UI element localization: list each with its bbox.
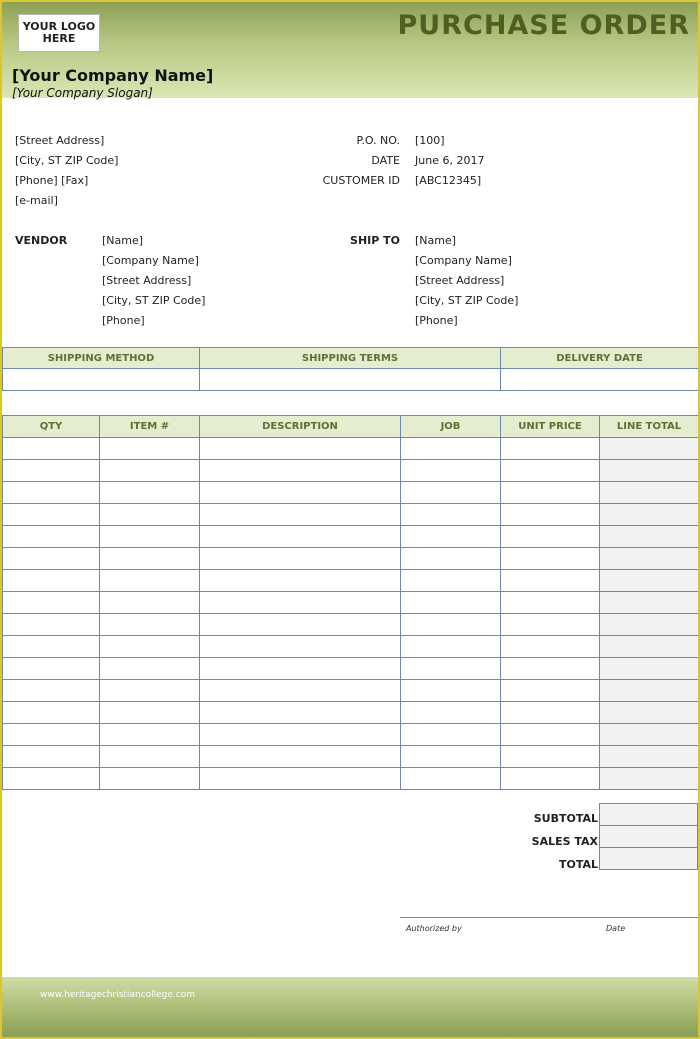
description-cell[interactable] — [200, 746, 401, 768]
description-cell[interactable] — [200, 702, 401, 724]
table-row — [3, 460, 699, 482]
description-cell[interactable] — [200, 592, 401, 614]
line-total-cell[interactable] — [600, 482, 699, 504]
total-cell[interactable] — [600, 848, 698, 870]
table-row — [3, 438, 699, 460]
table-row — [3, 680, 699, 702]
line-total-cell[interactable] — [600, 636, 699, 658]
company-city[interactable]: [City, ST ZIP Code] — [15, 154, 119, 167]
qty-cell[interactable] — [3, 768, 100, 790]
job-cell[interactable] — [401, 658, 501, 680]
item-number-cell[interactable] — [100, 592, 200, 614]
description-cell[interactable] — [200, 438, 401, 460]
qty-cell[interactable] — [3, 636, 100, 658]
logo-placeholder: YOUR LOGO HERE — [18, 14, 100, 52]
table-row — [3, 636, 699, 658]
qty-cell[interactable] — [3, 548, 100, 570]
description-cell[interactable] — [200, 482, 401, 504]
shipping-table — [2, 347, 699, 391]
job-cell[interactable] — [401, 460, 501, 482]
table-row — [3, 548, 699, 570]
item-number-cell[interactable] — [100, 438, 200, 460]
sales-tax-label: SALES TAX — [531, 835, 598, 848]
description-cell[interactable] — [200, 570, 401, 592]
item-number-cell[interactable] — [100, 614, 200, 636]
table-row — [3, 592, 699, 614]
subtotal-label: SUBTOTAL — [533, 812, 598, 825]
subtotal-cell[interactable] — [600, 804, 698, 826]
ship-to-street[interactable]: [Street Address] — [415, 274, 505, 287]
qty-cell[interactable] — [3, 592, 100, 614]
vendor-company[interactable]: [Company Name] — [102, 254, 199, 267]
line-total-cell[interactable] — [600, 438, 699, 460]
date-value[interactable]: June 6, 2017 — [415, 154, 485, 167]
item-number-cell[interactable] — [100, 482, 200, 504]
qty-cell[interactable] — [3, 614, 100, 636]
footer-band — [2, 977, 698, 1037]
item-number-cell[interactable] — [100, 460, 200, 482]
item-number-header: ITEM # — [100, 416, 200, 438]
qty-cell[interactable] — [3, 460, 100, 482]
po-number-label: P.O. NO. — [356, 134, 400, 147]
description-cell[interactable] — [200, 526, 401, 548]
unit-price-cell[interactable] — [501, 636, 600, 658]
unit-price-cell[interactable] — [501, 658, 600, 680]
unit-price-cell[interactable] — [501, 504, 600, 526]
customer-id-label: CUSTOMER ID — [322, 174, 400, 187]
total-label: TOTAL — [558, 858, 598, 871]
line-total-cell[interactable] — [600, 746, 699, 768]
table-row — [3, 482, 699, 504]
job-cell[interactable] — [401, 702, 501, 724]
description-cell[interactable] — [200, 460, 401, 482]
table-row — [3, 746, 699, 768]
sales-tax-cell[interactable] — [600, 826, 698, 848]
line-total-header: LINE TOTAL — [600, 416, 699, 438]
table-row — [3, 570, 699, 592]
document-title: PURCHASE ORDER — [397, 10, 690, 41]
job-cell[interactable] — [401, 592, 501, 614]
job-cell[interactable] — [401, 548, 501, 570]
qty-cell[interactable] — [3, 438, 100, 460]
description-cell[interactable] — [200, 614, 401, 636]
line-total-cell[interactable] — [600, 548, 699, 570]
signature-line — [400, 917, 698, 918]
customer-id-value[interactable]: [ABC12345] — [415, 174, 482, 187]
item-number-cell[interactable] — [100, 570, 200, 592]
description-cell[interactable] — [200, 636, 401, 658]
qty-cell[interactable] — [3, 570, 100, 592]
qty-cell[interactable] — [3, 746, 100, 768]
table-row — [3, 504, 699, 526]
qty-cell[interactable] — [3, 680, 100, 702]
description-cell[interactable] — [200, 768, 401, 790]
description-header: DESCRIPTION — [200, 416, 401, 438]
unit-price-cell[interactable] — [501, 592, 600, 614]
ship-to-name[interactable]: [Name] — [415, 234, 457, 247]
table-row — [3, 702, 699, 724]
signature-date-label: Date — [606, 924, 626, 933]
company-slogan[interactable]: [Your Company Slogan] — [12, 86, 153, 100]
po-number-value[interactable]: [100] — [415, 134, 445, 147]
unit-price-cell[interactable] — [501, 768, 600, 790]
vendor-name[interactable]: [Name] — [102, 234, 144, 247]
job-cell[interactable] — [401, 768, 501, 790]
date-label: DATE — [371, 154, 400, 167]
table-row — [3, 526, 699, 548]
item-number-cell[interactable] — [100, 702, 200, 724]
ship-to-phone[interactable]: [Phone] — [415, 314, 458, 327]
job-cell[interactable] — [401, 724, 501, 746]
vendor-city[interactable]: [City, ST ZIP Code] — [102, 294, 206, 307]
qty-cell[interactable] — [3, 504, 100, 526]
company-street[interactable]: [Street Address] — [15, 134, 105, 147]
table-row — [3, 724, 699, 746]
description-cell[interactable] — [200, 504, 401, 526]
line-total-cell[interactable] — [600, 526, 699, 548]
shipping-method-cell[interactable] — [3, 369, 200, 391]
job-cell[interactable] — [401, 614, 501, 636]
unit-price-cell[interactable] — [501, 702, 600, 724]
company-email[interactable]: [e-mail] — [15, 194, 58, 207]
unit-price-cell[interactable] — [501, 482, 600, 504]
table-row — [3, 768, 699, 790]
qty-header: QTY — [3, 416, 100, 438]
qty-cell[interactable] — [3, 482, 100, 504]
line-total-cell[interactable] — [600, 680, 699, 702]
line-total-cell[interactable] — [600, 614, 699, 636]
description-cell[interactable] — [200, 548, 401, 570]
job-cell[interactable] — [401, 438, 501, 460]
unit-price-header: UNIT PRICE — [501, 416, 600, 438]
delivery-date-header: DELIVERY DATE — [501, 348, 699, 369]
unit-price-cell[interactable] — [501, 460, 600, 482]
item-number-cell[interactable] — [100, 724, 200, 746]
table-row — [3, 658, 699, 680]
company-name[interactable]: [Your Company Name] — [12, 66, 214, 85]
line-total-cell[interactable] — [600, 702, 699, 724]
line-total-cell[interactable] — [600, 504, 699, 526]
line-items-table — [2, 415, 699, 790]
qty-cell[interactable] — [3, 526, 100, 548]
qty-cell[interactable] — [3, 702, 100, 724]
item-number-cell[interactable] — [100, 636, 200, 658]
ship-to-city[interactable]: [City, ST ZIP Code] — [415, 294, 519, 307]
unit-price-cell[interactable] — [501, 614, 600, 636]
job-cell[interactable] — [401, 504, 501, 526]
item-number-cell[interactable] — [100, 680, 200, 702]
unit-price-cell[interactable] — [501, 548, 600, 570]
job-cell[interactable] — [401, 746, 501, 768]
unit-price-cell[interactable] — [501, 526, 600, 548]
ship-to-label: SHIP TO — [350, 234, 400, 247]
totals-table — [599, 803, 698, 870]
header-band — [2, 2, 698, 98]
job-cell[interactable] — [401, 482, 501, 504]
vendor-label: VENDOR — [15, 234, 68, 247]
vendor-street[interactable]: [Street Address] — [102, 274, 192, 287]
item-number-cell[interactable] — [100, 658, 200, 680]
ship-to-company[interactable]: [Company Name] — [415, 254, 512, 267]
item-number-cell[interactable] — [100, 526, 200, 548]
shipping-terms-cell[interactable] — [200, 369, 501, 391]
unit-price-cell[interactable] — [501, 746, 600, 768]
authorized-by-label: Authorized by — [406, 924, 462, 933]
item-number-cell[interactable] — [100, 768, 200, 790]
description-cell[interactable] — [200, 658, 401, 680]
shipping-method-header: SHIPPING METHOD — [3, 348, 200, 369]
vendor-phone[interactable]: [Phone] — [102, 314, 145, 327]
line-total-cell[interactable] — [600, 724, 699, 746]
line-total-cell[interactable] — [600, 592, 699, 614]
item-number-cell[interactable] — [100, 548, 200, 570]
unit-price-cell[interactable] — [501, 570, 600, 592]
description-cell[interactable] — [200, 724, 401, 746]
job-cell[interactable] — [401, 570, 501, 592]
line-total-cell[interactable] — [600, 570, 699, 592]
unit-price-cell[interactable] — [501, 724, 600, 746]
job-cell[interactable] — [401, 636, 501, 658]
job-cell[interactable] — [401, 680, 501, 702]
line-total-cell[interactable] — [600, 768, 699, 790]
line-total-cell[interactable] — [600, 658, 699, 680]
job-header: JOB — [401, 416, 501, 438]
job-cell[interactable] — [401, 526, 501, 548]
footer-url: www.heritagechristiancollege.com — [40, 990, 195, 1000]
description-cell[interactable] — [200, 680, 401, 702]
unit-price-cell[interactable] — [501, 680, 600, 702]
line-total-cell[interactable] — [600, 460, 699, 482]
shipping-terms-header: SHIPPING TERMS — [200, 348, 501, 369]
company-phone-fax[interactable]: [Phone] [Fax] — [15, 174, 89, 187]
item-number-cell[interactable] — [100, 504, 200, 526]
unit-price-cell[interactable] — [501, 438, 600, 460]
qty-cell[interactable] — [3, 658, 100, 680]
item-number-cell[interactable] — [100, 746, 200, 768]
delivery-date-cell[interactable] — [501, 369, 699, 391]
qty-cell[interactable] — [3, 724, 100, 746]
table-row — [3, 614, 699, 636]
